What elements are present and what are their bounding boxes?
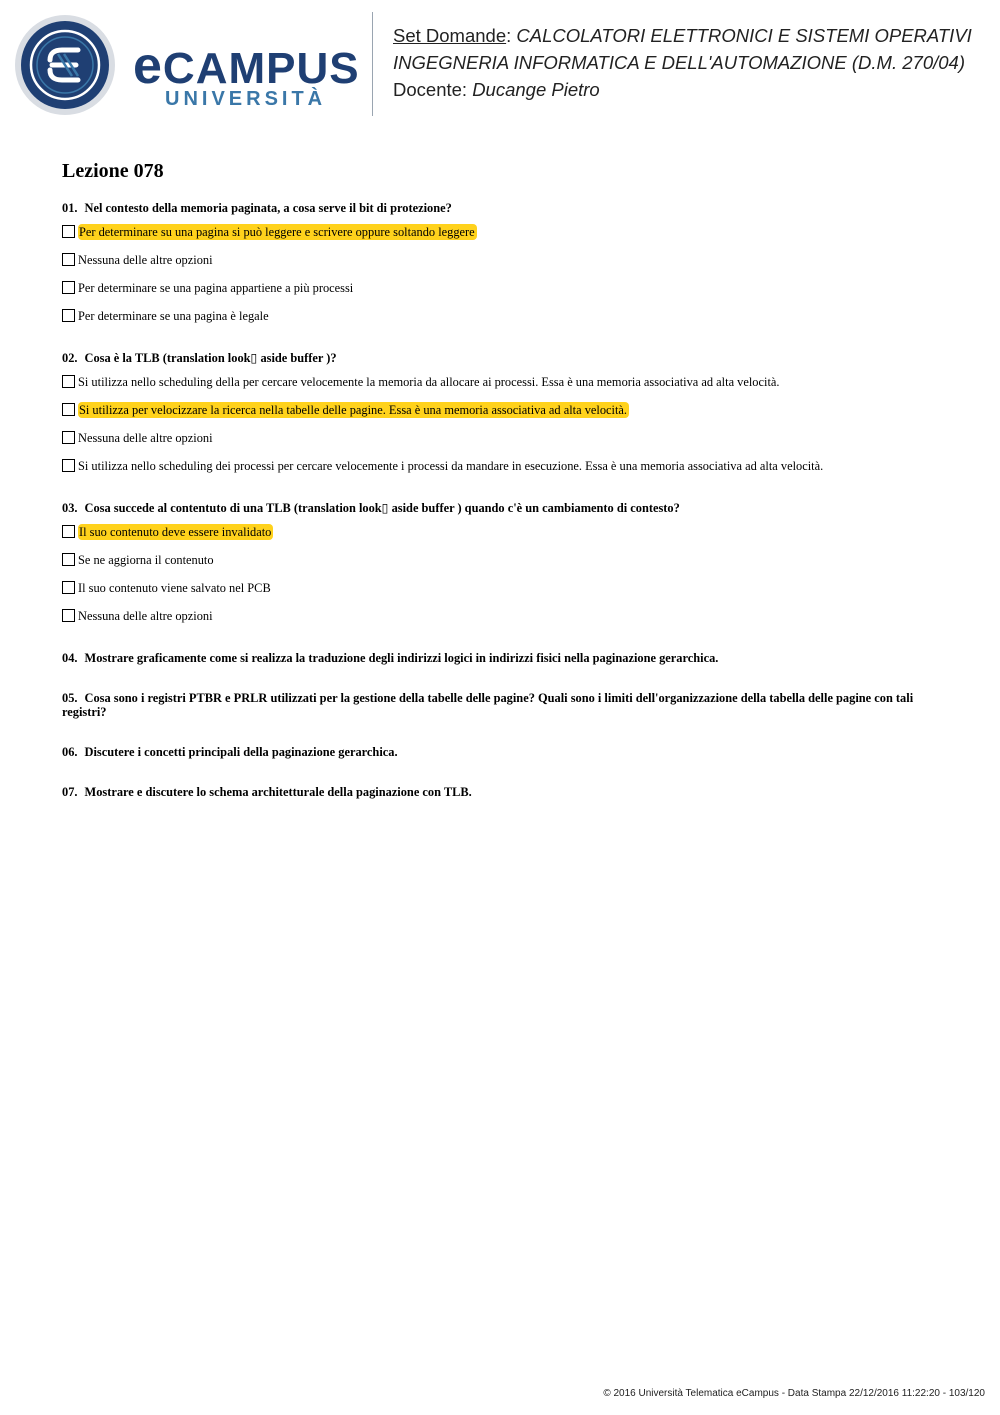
checkbox[interactable] xyxy=(62,281,75,294)
checkbox[interactable] xyxy=(62,375,75,388)
question-6 xyxy=(62,745,942,759)
brand-wordmark: eCAMPUS xyxy=(133,37,360,95)
checkbox[interactable] xyxy=(62,581,75,594)
teacher-line xyxy=(393,76,972,103)
option-text: Il suo contenuto deve essere invalidato xyxy=(79,525,272,539)
brand-subtitle: UNIVERSITÀ xyxy=(165,88,327,110)
question-3 xyxy=(62,501,942,636)
checkbox[interactable] xyxy=(62,553,75,566)
set-label: Set Domande xyxy=(393,25,507,46)
checkbox[interactable] xyxy=(62,525,75,538)
answer-option[interactable] xyxy=(62,374,942,402)
checkbox[interactable] xyxy=(62,309,75,322)
option-text: Se ne aggiorna il contenuto xyxy=(78,553,214,567)
teacher-name: Ducange Pietro xyxy=(472,79,600,100)
question-text: 04. Mostrare graficamente come si realizza la traduzione degli indirizzi logici in indirizzi fisici nella paginazione gerarchica. xyxy=(62,651,719,665)
page-footer: © 2016 Università Telematica eCampus - Data Stampa 22/12/2016 11:22:20 - 103/120 xyxy=(603,1388,985,1399)
option-text: Si utilizza per velocizzare la ricerca nella tabelle delle pagine. Essa è una memoria associativa ad alta velocità. xyxy=(79,403,628,417)
option-text: Si utilizza nello scheduling della per cercare velocemente la memoria da allocare ai processi. Essa è una memoria associativa ad alta velocità. xyxy=(78,375,780,389)
question-4 xyxy=(62,651,942,665)
checkbox[interactable] xyxy=(62,609,75,622)
checkbox[interactable] xyxy=(62,459,75,472)
checkbox[interactable] xyxy=(62,225,75,238)
question-7 xyxy=(62,785,942,799)
question-text: 02. Cosa è la TLB (translation look▯ aside buffer )? xyxy=(62,351,337,365)
answer-option[interactable] xyxy=(62,280,942,308)
ecampus-logo-icon xyxy=(14,14,116,116)
answer-option[interactable] xyxy=(62,430,942,458)
option-text: Per determinare su una pagina si può leggere e scrivere oppure soltando leggere xyxy=(79,225,475,239)
question-1 xyxy=(62,201,942,336)
option-text: Nessuna delle altre opzioni xyxy=(78,609,213,623)
question-text: 05. Cosa sono i registri PTBR e PRLR utilizzati per la gestione della tabelle delle pagine? Quali sono i limiti dell'organizzazione della tabella delle pagine con tali registri? xyxy=(62,691,914,719)
question-text: 01. Nel contesto della memoria paginata, a cosa serve il bit di protezione? xyxy=(62,201,452,215)
question-2 xyxy=(62,351,942,486)
answer-option[interactable] xyxy=(62,252,942,280)
answer-option[interactable] xyxy=(62,402,942,430)
option-text: Il suo contenuto viene salvato nel PCB xyxy=(78,581,271,595)
question-5 xyxy=(62,691,942,719)
answer-option[interactable] xyxy=(62,580,942,608)
answer-option[interactable] xyxy=(62,458,942,486)
teacher-label: Docente: xyxy=(393,79,468,100)
option-text: Nessuna delle altre opzioni xyxy=(78,431,213,445)
checkbox[interactable] xyxy=(62,403,75,416)
answer-option[interactable] xyxy=(62,552,942,580)
question-text: 07. Mostrare e discutere lo schema architetturale della paginazione con TLB. xyxy=(62,785,472,799)
course-line: INGEGNERIA INFORMATICA E DELL'AUTOMAZIONE (D.M. 270/04) xyxy=(393,52,965,73)
answer-option[interactable] xyxy=(62,608,942,636)
checkbox[interactable] xyxy=(62,431,75,444)
checkbox[interactable] xyxy=(62,253,75,266)
lesson-title: Lezione 078 xyxy=(62,160,164,182)
header-info xyxy=(393,22,972,103)
option-text: Si utilizza nello scheduling dei processi per cercare velocemente i processi da mandare in esecuzione. Essa è una memoria associativa ad alta velocità. xyxy=(78,459,824,473)
question-text: 03. Cosa succede al contentuto di una TLB (translation look▯ aside buffer ) quando c'è un cambiamento di contesto? xyxy=(62,501,680,515)
option-text: Nessuna delle altre opzioni xyxy=(78,253,213,267)
answer-option[interactable] xyxy=(62,524,942,552)
question-text: 06. Discutere i concetti principali della paginazione gerarchica. xyxy=(62,745,398,759)
page-header xyxy=(0,0,1000,125)
question-set xyxy=(62,160,942,825)
option-text: Per determinare se una pagina appartiene a più processi xyxy=(78,281,354,295)
answer-option[interactable] xyxy=(62,308,942,336)
set-line: Set Domande: CALCOLATORI ELETTRONICI E SISTEMI OPERATIVI xyxy=(393,25,972,46)
option-text: Per determinare se una pagina è legale xyxy=(78,309,269,323)
header-divider xyxy=(372,12,373,116)
answer-option[interactable] xyxy=(62,224,942,252)
set-value: CALCOLATORI ELETTRONICI E SISTEMI OPERATIVI xyxy=(516,25,972,46)
